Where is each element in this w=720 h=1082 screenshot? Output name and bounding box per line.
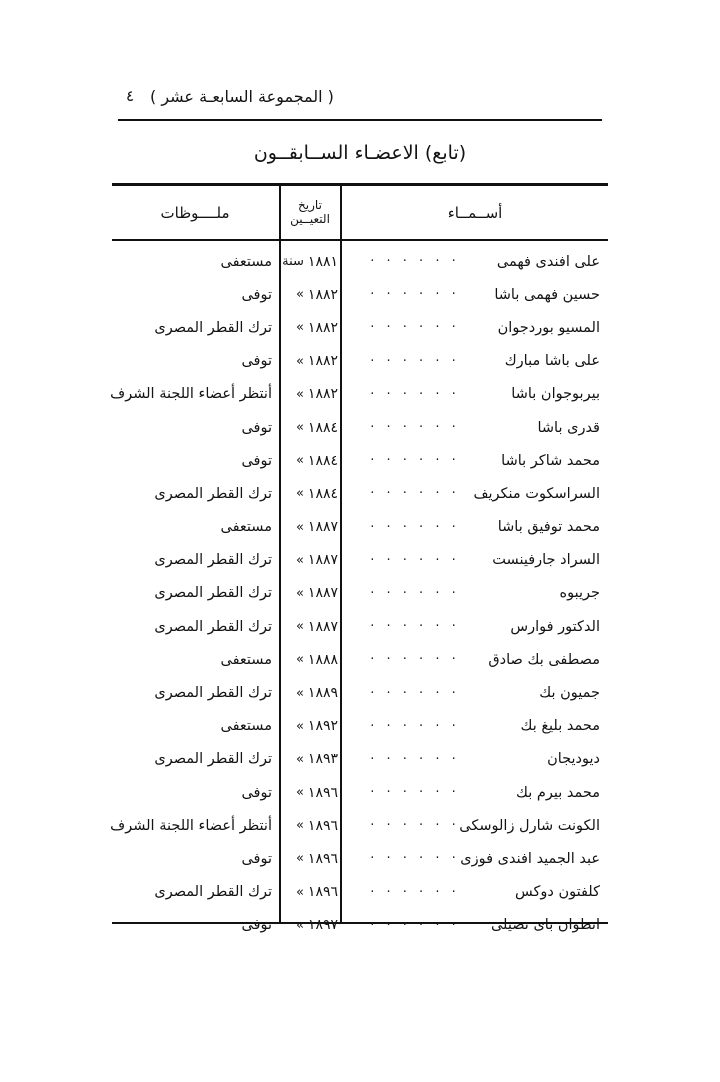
table-top-border bbox=[112, 183, 608, 186]
date-value: ١٨٩٦ bbox=[307, 884, 338, 901]
member-name: جريبوه bbox=[559, 585, 600, 602]
member-note: توفى bbox=[241, 452, 272, 469]
date-value: ١٨٩٦ bbox=[307, 850, 338, 867]
dot-leader: · · · · · · bbox=[370, 320, 460, 336]
table-row bbox=[112, 477, 608, 510]
table-row bbox=[112, 378, 608, 411]
date-value: ١٨٨٤ bbox=[307, 485, 338, 502]
member-name: كلفتون دوكس bbox=[514, 884, 600, 901]
date-marker: » bbox=[295, 718, 304, 734]
dot-leader: · · · · · · bbox=[370, 585, 460, 601]
table-row bbox=[112, 710, 608, 743]
table-header-border bbox=[112, 239, 608, 241]
member-note: توفى bbox=[241, 784, 272, 801]
appointment-date bbox=[282, 345, 338, 378]
date-value: ١٨٩٣ bbox=[307, 751, 338, 768]
appointment-date bbox=[282, 710, 338, 743]
appointment-date bbox=[282, 909, 338, 942]
member-note: مستعفى bbox=[220, 519, 272, 536]
date-value: ١٨٨٧ bbox=[307, 585, 338, 602]
dot-leader: · · · · · · bbox=[370, 652, 460, 668]
table-row bbox=[112, 876, 608, 909]
dot-leader: · · · · · · bbox=[370, 519, 460, 535]
member-name: ديوديجان bbox=[547, 751, 600, 768]
member-name: على افندى فهمى bbox=[496, 253, 600, 270]
date-value: ١٨٨٩ bbox=[307, 685, 338, 702]
dot-leader: · · · · · · bbox=[370, 254, 460, 270]
date-marker: » bbox=[295, 453, 304, 469]
appointment-date bbox=[282, 444, 338, 477]
table-row bbox=[112, 544, 608, 577]
member-note: أنتظر أعضاء اللجنة الشرف bbox=[110, 817, 272, 834]
date-value: ١٨٨١ bbox=[307, 253, 338, 270]
table-row bbox=[112, 311, 608, 344]
date-value: ١٨٨٢ bbox=[307, 353, 338, 370]
member-name: محمد توفيق باشا bbox=[497, 519, 600, 536]
dot-leader: · · · · · · bbox=[370, 552, 460, 568]
member-note: توفى bbox=[241, 917, 272, 934]
member-note: أنتظر أعضاء اللجنة الشرف bbox=[110, 386, 272, 403]
dot-leader: · · · · · · bbox=[370, 386, 460, 402]
appointment-date bbox=[282, 278, 338, 311]
member-name: السراد جارفينست bbox=[492, 552, 600, 569]
table-row bbox=[112, 842, 608, 875]
date-marker: » bbox=[295, 785, 304, 801]
member-note: مستعفى bbox=[220, 651, 272, 668]
member-note: توفى bbox=[241, 419, 272, 436]
dot-leader: · · · · · · bbox=[370, 287, 460, 303]
date-value: ١٨٨٢ bbox=[307, 319, 338, 336]
date-marker: » bbox=[295, 552, 304, 568]
dot-leader: · · · · · · bbox=[370, 884, 460, 900]
member-name: مصطفى بك صادق bbox=[488, 651, 600, 668]
member-name: عبد الجميد افندى فوزى bbox=[460, 850, 600, 867]
appointment-date bbox=[282, 311, 338, 344]
member-name: قدرى باشا bbox=[537, 419, 600, 436]
table-row bbox=[112, 444, 608, 477]
date-marker: » bbox=[295, 884, 304, 900]
date-marker: سنة bbox=[282, 254, 304, 270]
dot-leader: · · · · · · bbox=[370, 818, 460, 834]
dot-leader: · · · · · · bbox=[370, 785, 460, 801]
table-row bbox=[112, 610, 608, 643]
column-header-notes: ملــــوظات bbox=[160, 204, 230, 222]
member-name: المسيو بوردجوان bbox=[497, 319, 600, 336]
date-value: ١٨٨٨ bbox=[307, 651, 338, 668]
appointment-date bbox=[282, 842, 338, 875]
member-name: حسين فهمى باشا bbox=[494, 286, 600, 303]
table-row bbox=[112, 643, 608, 676]
date-value: ١٨٨٧ bbox=[307, 519, 338, 536]
date-value: ١٨٨٤ bbox=[307, 419, 338, 436]
date-value: ١٨٨٢ bbox=[307, 286, 338, 303]
date-value: ١٨٨٧ bbox=[307, 618, 338, 635]
date-value: ١٨٨٤ bbox=[307, 452, 338, 469]
table-row bbox=[112, 245, 608, 278]
appointment-date bbox=[282, 876, 338, 909]
member-name: الكونت شارل زالوسكى bbox=[459, 817, 600, 834]
header-title: ( المجموعة السابعـة عشر ) bbox=[150, 86, 334, 106]
appointment-date bbox=[282, 776, 338, 809]
date-marker: » bbox=[295, 386, 304, 402]
appointment-date bbox=[282, 477, 338, 510]
members-table bbox=[110, 183, 608, 934]
appointment-date bbox=[282, 809, 338, 842]
member-name: على باشا مبارك bbox=[504, 353, 600, 370]
appointment-date bbox=[282, 743, 338, 776]
appointment-date bbox=[282, 378, 338, 411]
table-row bbox=[112, 776, 608, 809]
date-value: ١٨٨٧ bbox=[307, 552, 338, 569]
appointment-date bbox=[282, 577, 338, 610]
date-marker: » bbox=[295, 353, 304, 369]
date-marker: » bbox=[295, 585, 304, 601]
date-marker: » bbox=[295, 320, 304, 336]
appointment-date bbox=[282, 511, 338, 544]
member-note: ترك القطر المصرى bbox=[154, 485, 272, 502]
member-note: ترك القطر المصرى bbox=[154, 884, 272, 901]
member-note: توفى bbox=[241, 286, 272, 303]
dot-leader: · · · · · · bbox=[370, 353, 460, 369]
table-row bbox=[112, 909, 608, 942]
date-marker: » bbox=[295, 685, 304, 701]
date-value: ١٨٨٢ bbox=[307, 386, 338, 403]
appointment-date bbox=[282, 411, 338, 444]
appointment-date bbox=[282, 245, 338, 278]
dot-leader: · · · · · · bbox=[370, 917, 460, 933]
member-note: ترك القطر المصرى bbox=[154, 552, 272, 569]
date-marker: » bbox=[295, 619, 304, 635]
appointment-date bbox=[282, 544, 338, 577]
table-body bbox=[112, 245, 608, 942]
member-note: ترك القطر المصرى bbox=[154, 319, 272, 336]
dot-leader: · · · · · · bbox=[370, 453, 460, 469]
date-value: ١٨٩٦ bbox=[307, 817, 338, 834]
date-marker: » bbox=[295, 851, 304, 867]
date-marker: » bbox=[295, 486, 304, 502]
dot-leader: · · · · · · bbox=[370, 718, 460, 734]
date-marker: » bbox=[295, 751, 304, 767]
member-note: ترك القطر المصرى bbox=[154, 618, 272, 635]
dot-leader: · · · · · · bbox=[370, 751, 460, 767]
member-note: مستعفى bbox=[220, 253, 272, 270]
page-header bbox=[110, 82, 610, 110]
section-caption: (تابع) الاعضـاء الســابقــون bbox=[253, 142, 467, 164]
date-marker: » bbox=[295, 420, 304, 436]
member-note: ترك القطر المصرى bbox=[154, 751, 272, 768]
member-name: محمد شاكر باشا bbox=[501, 452, 600, 469]
date-marker: » bbox=[295, 917, 304, 933]
dot-leader: · · · · · · bbox=[370, 420, 460, 436]
date-marker: » bbox=[295, 818, 304, 834]
table-row bbox=[112, 809, 608, 842]
member-note: توفى bbox=[241, 353, 272, 370]
member-note: ترك القطر المصرى bbox=[154, 685, 272, 702]
date-marker: » bbox=[295, 652, 304, 668]
member-note: مستعفى bbox=[220, 718, 272, 735]
table-row bbox=[112, 278, 608, 311]
date-value: ١٨٩٢ bbox=[307, 718, 338, 735]
table-row bbox=[112, 511, 608, 544]
header-divider bbox=[118, 119, 602, 121]
date-value: ١٨٩٦ bbox=[307, 784, 338, 801]
appointment-date bbox=[282, 643, 338, 676]
member-name: محمد بليغ بك bbox=[520, 718, 600, 735]
member-name: الدكتور فوارس bbox=[510, 618, 600, 635]
table-row bbox=[112, 743, 608, 776]
date-marker: » bbox=[295, 287, 304, 303]
member-name: محمد بيرم بك bbox=[516, 784, 600, 801]
dot-leader: · · · · · · bbox=[370, 486, 460, 502]
member-note: ترك القطر المصرى bbox=[154, 585, 272, 602]
dot-leader: · · · · · · bbox=[370, 851, 460, 867]
member-name: جميون بك bbox=[539, 685, 600, 702]
member-name: انطوان باى تصيلى bbox=[490, 917, 600, 934]
column-header-date: تاريخ التعيــين bbox=[290, 198, 330, 226]
table-row bbox=[112, 577, 608, 610]
date-value: ١٨٩٧ bbox=[307, 917, 338, 934]
table-row bbox=[112, 411, 608, 444]
date-marker: » bbox=[295, 519, 304, 535]
appointment-date bbox=[282, 610, 338, 643]
member-name: بيربوجوان باشا bbox=[511, 386, 600, 403]
dot-leader: · · · · · · bbox=[370, 619, 460, 635]
table-row bbox=[112, 345, 608, 378]
member-note: توفى bbox=[241, 850, 272, 867]
column-header-names: أســمــاء bbox=[447, 204, 503, 222]
appointment-date bbox=[282, 676, 338, 709]
table-row bbox=[112, 676, 608, 709]
dot-leader: · · · · · · bbox=[370, 685, 460, 701]
page-number: ٤ bbox=[125, 87, 135, 105]
member-name: السراسكوت منكريف bbox=[473, 485, 600, 502]
